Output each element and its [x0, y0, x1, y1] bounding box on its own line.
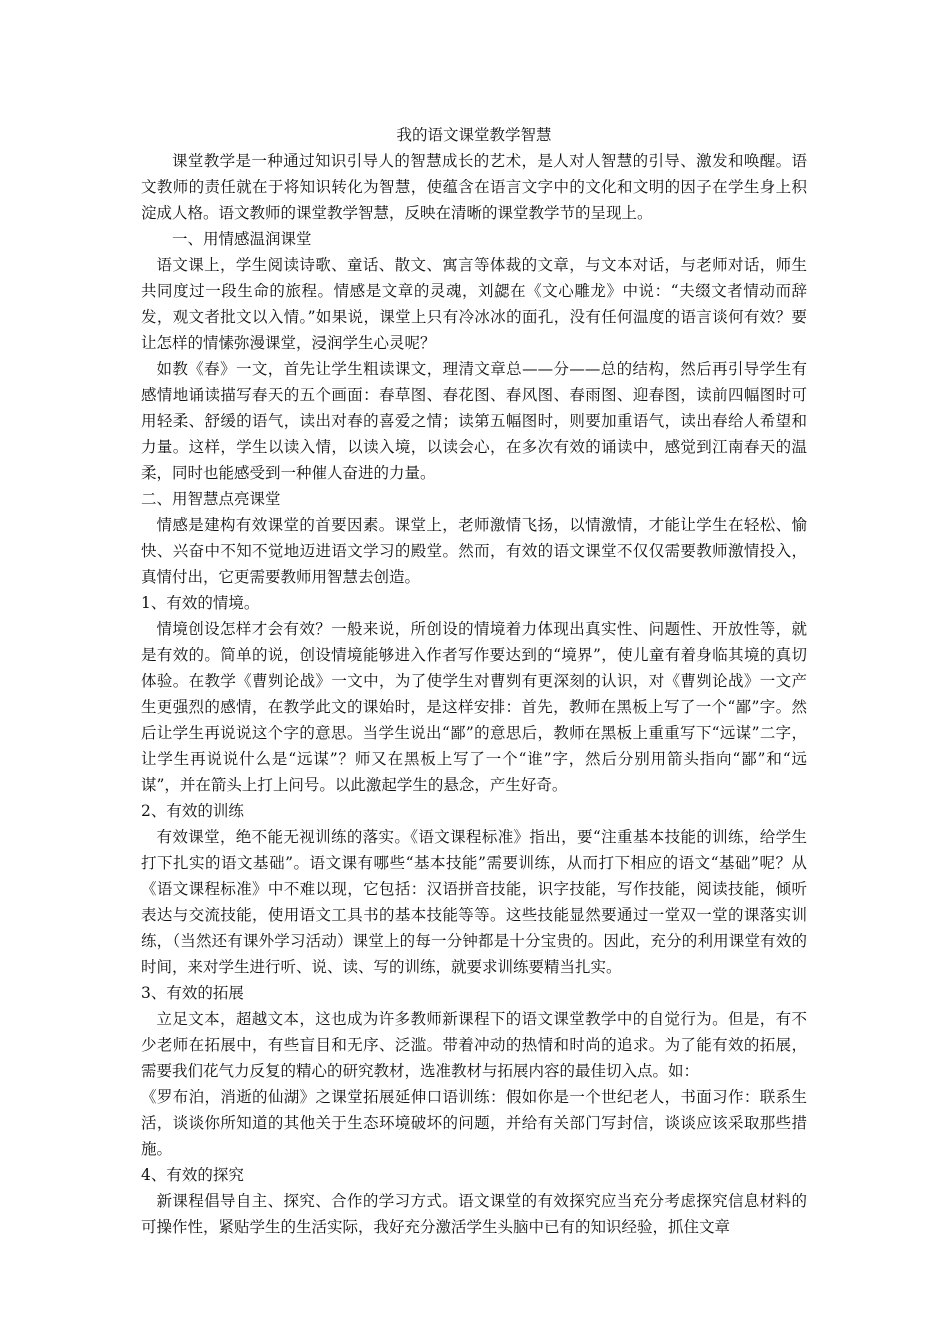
- section1-paragraph-2: 如教《春》一文，首先让学生粗读课文，理清文章总——分——总的结构，然后再引导学生有感情地诵读描写春天的五个画面：春草图、春花图、春风图、春雨图、迎春图，读前四幅图时可用轻柔、舒缓的语气，读出对春的喜爱之情；读第五幅图时，则要加重语气，读出春给人希望和力量。这样，学生以读入情，以读入境，以读会心，在多次有效的诵读中，感觉到江南春天的温柔，同时也能感受到一种催人奋进的力量。: [141, 360, 807, 482]
- subsection-paragraph-3: 立足文本，超越文本，这也成为许多教师新课程下的语文课堂教学中的自觉行为。但是，有不少老师在拓展中，有些盲目和无序、泛滥。带着冲动的热情和时尚的追求。为了能有效的拓展，需要我们花气力反复的精心的研究教材，选准教材与拓展内容的最佳切入点。如：: [141, 1010, 807, 1080]
- document-body: [141, 122, 807, 1240]
- section-heading-1: 一、用情感温润课堂: [172, 230, 312, 248]
- intro-paragraph: 课堂教学是一种通过知识引导人的智慧成长的艺术，是人对人智慧的引导、激发和唤醒。语文教师的责任就在于将知识转化为智慧，使蕴含在语言文字中的文化和文明的因子在学生身上积淀成人格。语文教师的课堂教学智慧，反映在清晰的课堂教学节的呈现上。: [141, 152, 807, 222]
- subsection-paragraph-3b: 《罗布泊，消逝的仙湖》之课堂拓展延伸口语训练：假如你是一个世纪老人，书面习作：联系生活，谈谈你所知道的其他关于生态环境破坏的问题，并给有关部门写封信，谈谈应该采取那些措施。: [141, 1088, 807, 1158]
- subsection-heading-4: 4、有效的探究: [141, 1166, 244, 1184]
- subsection-paragraph-4: 新课程倡导自主、探究、合作的学习方式。语文课堂的有效探究应当充分考虑探究信息材料的可操作性，紧贴学生的生活实际，我好充分激活学生头脑中已有的知识经验，抓住文章: [141, 1192, 807, 1236]
- subsection-paragraph-1: 情境创设怎样才会有效？一般来说，所创设的情境着力体现出真实性、问题性、开放性等，就是有效的。简单的说，创设情境能够进入作者写作要达到的“境界”，使儿童有着身临其境的真切体验。在教学《曹刿论战》一文中，为了使学生对曹刿有更深刻的认识，对《曹刿论战》一文产生更强烈的感情，在教学此文的课始时，是这样安排：首先，教师在黑板上写了一个“鄙”字。然后让学生再说说这个字的意思。当学生说出“鄙”的意思后，教师在黑板上重重写下“远谋”二字，让学生再说说什么是“远谋”？师又在黑板上写了一个“谁”字，然后分别用箭头指向“鄙”和“远谋”，并在箭头上打上问号。以此激起学生的悬念，产生好奇。: [141, 620, 807, 794]
- subsection-paragraph-2: 有效课堂，绝不能无视训练的落实。《语文课程标准》指出，要“注重基本技能的训练，给学生打下扎实的语文基础”。语文课有哪些“基本技能”需要训练，从而打下相应的语文“基础”呢？从《语文课程标准》中不难以现，它包括：汉语拼音技能，识字技能，写作技能，阅读技能，倾听表达与交流技能，使用语文工具书的基本技能等等。这些技能显然要通过一堂双一堂的课落实训练，（当然还有课外学习活动）课堂上的每一分钟都是十分宝贵的。因此，充分的利用课堂有效的时间，来对学生进行听、说、读、写的训练，就要求训练要精当扎实。: [141, 828, 807, 976]
- section1-paragraph-1: 语文课上，学生阅读诗歌、童话、散文、寓言等体裁的文章，与文本对话，与老师对话，师生共同度过一段生命的旅程。情感是文章的灵魂，刘勰在《文心雕龙》中说：“夫缀文者情动而辞发，观文者批文以入情。”如果说，课堂上只有冷冰冰的面孔，没有任何温度的语言谈何有效？要让怎样的情愫弥漫课堂，浸润学生心灵呢？: [141, 256, 807, 352]
- section2-paragraph-1: 情感是建构有效课堂的首要因素。课堂上，老师激情飞扬，以情激情，才能让学生在轻松、愉快、兴奋中不知不觉地迈进语文学习的殿堂。然而，有效的语文课堂不仅仅需要教师激情投入，真情付出，它更需要教师用智慧去创造。: [141, 516, 807, 586]
- section-heading-2: 二、用智慧点亮课堂: [141, 490, 281, 508]
- subsection-heading-3: 3、有效的拓展: [141, 984, 244, 1002]
- document-title: 我的语文课堂教学智慧: [396, 126, 552, 144]
- subsection-heading-2: 2、有效的训练: [141, 802, 244, 820]
- subsection-heading-1: 1、有效的情境。: [141, 594, 260, 612]
